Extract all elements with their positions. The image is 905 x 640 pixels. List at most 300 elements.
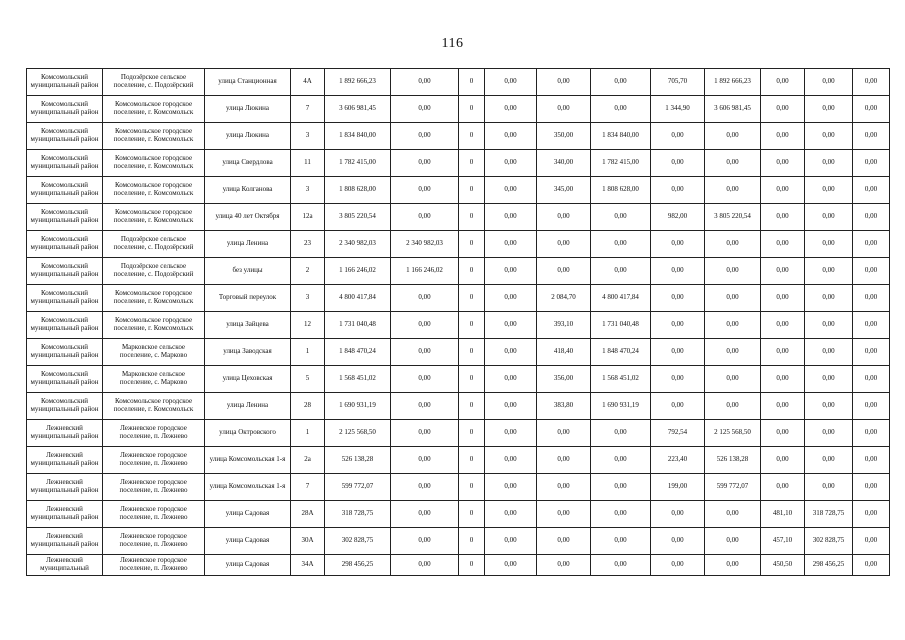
value-cell-c7: 0,00: [705, 150, 761, 177]
value-cell-c6: 0,00: [651, 231, 705, 258]
value-cell-c10: 0,00: [853, 96, 890, 123]
value-cell-c9: 0,00: [805, 366, 853, 393]
value-cell-c10: 0,00: [853, 420, 890, 447]
settlement-cell: Лежневское городское поселение, п. Лежнево: [103, 528, 205, 555]
value-cell-c5: 1 731 040,48: [591, 312, 651, 339]
page-number: 116: [441, 36, 464, 51]
value-cell-c2: 0: [459, 393, 485, 420]
value-cell-c5: 0,00: [591, 69, 651, 96]
total-cost-cell: 302 828,75: [325, 528, 391, 555]
value-cell-c4: 0,00: [537, 501, 591, 528]
value-cell-c8: 0,00: [761, 258, 805, 285]
total-cost-cell: 1 568 451,02: [325, 366, 391, 393]
value-cell-c3: 0,00: [485, 339, 537, 366]
value-cell-c4: 0,00: [537, 447, 591, 474]
street-cell: улица Садовая: [205, 501, 291, 528]
total-cost-cell: 1 690 931,19: [325, 393, 391, 420]
district-cell: Комсомольский муниципальный район: [27, 231, 103, 258]
district-cell: Лежневский муниципальный: [27, 555, 103, 576]
value-cell-c7: 599 772,07: [705, 474, 761, 501]
value-cell-c1: 0,00: [391, 366, 459, 393]
value-cell-c1: 0,00: [391, 420, 459, 447]
value-cell-c2: 0: [459, 177, 485, 204]
total-cost-cell: 318 728,75: [325, 501, 391, 528]
value-cell-c3: 0,00: [485, 312, 537, 339]
value-cell-c10: 0,00: [853, 177, 890, 204]
value-cell-c3: 0,00: [485, 150, 537, 177]
value-cell-c10: 0,00: [853, 528, 890, 555]
total-cost-cell: 1 731 040,48: [325, 312, 391, 339]
value-cell-c4: 350,00: [537, 123, 591, 150]
value-cell-c6: 0,00: [651, 555, 705, 576]
value-cell-c4: 0,00: [537, 528, 591, 555]
value-cell-c4: 383,80: [537, 393, 591, 420]
value-cell-c6: 0,00: [651, 123, 705, 150]
data-table: [26, 68, 890, 576]
value-cell-c6: 223,40: [651, 447, 705, 474]
street-cell: улица Комсомольская 1-я: [205, 474, 291, 501]
value-cell-c3: 0,00: [485, 69, 537, 96]
value-cell-c8: 0,00: [761, 231, 805, 258]
street-cell: улица Люкина: [205, 96, 291, 123]
total-cost-cell: 1 848 470,24: [325, 339, 391, 366]
settlement-cell: Комсомольское городское поселение, г. Комсомольск: [103, 150, 205, 177]
table-row: [27, 231, 890, 258]
total-cost-cell: 298 456,25: [325, 555, 391, 576]
settlement-cell: Марковское сельское поселение, с. Марково: [103, 366, 205, 393]
street-cell: улица Комсомольская 1-я: [205, 447, 291, 474]
value-cell-c3: 0,00: [485, 258, 537, 285]
value-cell-c10: 0,00: [853, 447, 890, 474]
house-number-cell: 12а: [291, 204, 325, 231]
house-number-cell: 23: [291, 231, 325, 258]
district-cell: Комсомольский муниципальный район: [27, 258, 103, 285]
district-cell: Комсомольский муниципальный район: [27, 285, 103, 312]
house-number-cell: 28: [291, 393, 325, 420]
value-cell-c1: 2 340 982,03: [391, 231, 459, 258]
value-cell-c5: 1 834 840,00: [591, 123, 651, 150]
district-cell: Комсомольский муниципальный район: [27, 204, 103, 231]
value-cell-c5: 0,00: [591, 258, 651, 285]
value-cell-c2: 0: [459, 447, 485, 474]
settlement-cell: Комсомольское городское поселение, г. Комсомольск: [103, 123, 205, 150]
value-cell-c2: 0: [459, 366, 485, 393]
value-cell-c6: 0,00: [651, 258, 705, 285]
house-number-cell: 30А: [291, 528, 325, 555]
house-number-cell: 3: [291, 177, 325, 204]
value-cell-c9: 0,00: [805, 204, 853, 231]
table-row: [27, 528, 890, 555]
settlement-cell: Комсомольское городское поселение, г. Комсомольск: [103, 393, 205, 420]
value-cell-c9: 0,00: [805, 177, 853, 204]
table-row: [27, 258, 890, 285]
value-cell-c10: 0,00: [853, 123, 890, 150]
value-cell-c7: 0,00: [705, 312, 761, 339]
value-cell-c3: 0,00: [485, 501, 537, 528]
district-cell: Комсомольский муниципальный район: [27, 96, 103, 123]
settlement-cell: Лежневское городское поселение, п. Лежнево: [103, 501, 205, 528]
total-cost-cell: 1 782 415,00: [325, 150, 391, 177]
value-cell-c2: 0: [459, 528, 485, 555]
district-cell: Лежневский муниципальный район: [27, 528, 103, 555]
value-cell-c7: 0,00: [705, 528, 761, 555]
house-number-cell: 5: [291, 366, 325, 393]
value-cell-c8: 0,00: [761, 123, 805, 150]
value-cell-c8: 0,00: [761, 177, 805, 204]
value-cell-c1: 0,00: [391, 177, 459, 204]
total-cost-cell: 3 606 981,45: [325, 96, 391, 123]
table-row: [27, 123, 890, 150]
value-cell-c7: 1 892 666,23: [705, 69, 761, 96]
table-body: [27, 69, 890, 576]
value-cell-c5: 1 808 628,00: [591, 177, 651, 204]
house-number-cell: 3: [291, 123, 325, 150]
value-cell-c1: 0,00: [391, 69, 459, 96]
value-cell-c9: 302 828,75: [805, 528, 853, 555]
value-cell-c8: 0,00: [761, 150, 805, 177]
house-number-cell: 7: [291, 474, 325, 501]
value-cell-c6: 1 344,90: [651, 96, 705, 123]
value-cell-c7: 0,00: [705, 177, 761, 204]
total-cost-cell: 599 772,07: [325, 474, 391, 501]
district-cell: Комсомольский муниципальный район: [27, 339, 103, 366]
value-cell-c2: 0: [459, 123, 485, 150]
table-row: [27, 447, 890, 474]
total-cost-cell: 1 808 628,00: [325, 177, 391, 204]
value-cell-c9: 0,00: [805, 285, 853, 312]
value-cell-c2: 0: [459, 285, 485, 312]
district-cell: Лежневский муниципальный район: [27, 447, 103, 474]
value-cell-c2: 0: [459, 555, 485, 576]
value-cell-c5: 1 848 470,24: [591, 339, 651, 366]
value-cell-c8: 0,00: [761, 366, 805, 393]
settlement-cell: Комсомольское городское поселение, г. Комсомольск: [103, 204, 205, 231]
value-cell-c8: 0,00: [761, 420, 805, 447]
value-cell-c4: 418,40: [537, 339, 591, 366]
value-cell-c2: 0: [459, 96, 485, 123]
table-row: [27, 501, 890, 528]
value-cell-c9: 0,00: [805, 447, 853, 474]
value-cell-c8: 0,00: [761, 447, 805, 474]
value-cell-c1: 0,00: [391, 285, 459, 312]
street-cell: улица Садовая: [205, 555, 291, 576]
value-cell-c3: 0,00: [485, 231, 537, 258]
value-cell-c4: 2 084,70: [537, 285, 591, 312]
value-cell-c6: 0,00: [651, 366, 705, 393]
district-cell: Лежневский муниципальный район: [27, 474, 103, 501]
value-cell-c9: 0,00: [805, 258, 853, 285]
value-cell-c4: 0,00: [537, 204, 591, 231]
street-cell: улица Садовая: [205, 528, 291, 555]
settlement-cell: Лежневское городское поселение, п. Лежнево: [103, 474, 205, 501]
value-cell-c5: 0,00: [591, 447, 651, 474]
value-cell-c9: 318 728,75: [805, 501, 853, 528]
street-cell: улица Октровского: [205, 420, 291, 447]
value-cell-c1: 0,00: [391, 204, 459, 231]
value-cell-c5: 0,00: [591, 204, 651, 231]
value-cell-c7: 0,00: [705, 285, 761, 312]
house-number-cell: 1: [291, 339, 325, 366]
value-cell-c10: 0,00: [853, 366, 890, 393]
value-cell-c8: 457,10: [761, 528, 805, 555]
settlement-cell: Подозёрское сельское поселение, с. Подозёрский: [103, 258, 205, 285]
value-cell-c1: 0,00: [391, 555, 459, 576]
street-cell: улица Ленина: [205, 231, 291, 258]
value-cell-c8: 0,00: [761, 474, 805, 501]
value-cell-c5: 0,00: [591, 96, 651, 123]
house-number-cell: 34А: [291, 555, 325, 576]
total-cost-cell: 1 166 246,02: [325, 258, 391, 285]
value-cell-c4: 0,00: [537, 474, 591, 501]
street-cell: улица Люкина: [205, 123, 291, 150]
value-cell-c1: 0,00: [391, 339, 459, 366]
value-cell-c7: 0,00: [705, 501, 761, 528]
value-cell-c6: 0,00: [651, 312, 705, 339]
value-cell-c4: 393,10: [537, 312, 591, 339]
value-cell-c7: 2 125 568,50: [705, 420, 761, 447]
street-cell: улица Колганова: [205, 177, 291, 204]
value-cell-c10: 0,00: [853, 231, 890, 258]
value-cell-c6: 792,54: [651, 420, 705, 447]
value-cell-c7: 3 805 220,54: [705, 204, 761, 231]
street-cell: улица Цеховская: [205, 366, 291, 393]
value-cell-c10: 0,00: [853, 258, 890, 285]
value-cell-c4: 340,00: [537, 150, 591, 177]
value-cell-c1: 0,00: [391, 474, 459, 501]
value-cell-c10: 0,00: [853, 204, 890, 231]
value-cell-c9: 0,00: [805, 393, 853, 420]
value-cell-c2: 0: [459, 204, 485, 231]
value-cell-c6: 705,70: [651, 69, 705, 96]
value-cell-c7: 0,00: [705, 123, 761, 150]
value-cell-c4: 0,00: [537, 258, 591, 285]
value-cell-c1: 1 166 246,02: [391, 258, 459, 285]
house-number-cell: 4А: [291, 69, 325, 96]
value-cell-c4: 0,00: [537, 555, 591, 576]
value-cell-c2: 0: [459, 474, 485, 501]
value-cell-c3: 0,00: [485, 393, 537, 420]
value-cell-c3: 0,00: [485, 285, 537, 312]
district-cell: Комсомольский муниципальный район: [27, 69, 103, 96]
value-cell-c6: 199,00: [651, 474, 705, 501]
settlement-cell: Подозёрское сельское поселение, с. Подозёрский: [103, 69, 205, 96]
district-cell: Лежневский муниципальный район: [27, 501, 103, 528]
house-number-cell: 28А: [291, 501, 325, 528]
house-number-cell: 1: [291, 420, 325, 447]
value-cell-c3: 0,00: [485, 204, 537, 231]
value-cell-c10: 0,00: [853, 339, 890, 366]
value-cell-c5: 1 690 931,19: [591, 393, 651, 420]
table-row: [27, 420, 890, 447]
value-cell-c7: 0,00: [705, 366, 761, 393]
settlement-cell: Лежневское городское поселение, п. Лежнево: [103, 420, 205, 447]
district-cell: Комсомольский муниципальный район: [27, 312, 103, 339]
table-row: [27, 177, 890, 204]
value-cell-c6: 0,00: [651, 528, 705, 555]
table-row: [27, 393, 890, 420]
value-cell-c7: 0,00: [705, 339, 761, 366]
value-cell-c7: 3 606 981,45: [705, 96, 761, 123]
value-cell-c5: 0,00: [591, 420, 651, 447]
value-cell-c6: 0,00: [651, 501, 705, 528]
value-cell-c1: 0,00: [391, 312, 459, 339]
total-cost-cell: 526 138,28: [325, 447, 391, 474]
street-cell: улица Свердлова: [205, 150, 291, 177]
value-cell-c2: 0: [459, 258, 485, 285]
street-cell: улица Заводская: [205, 339, 291, 366]
value-cell-c8: 481,10: [761, 501, 805, 528]
value-cell-c3: 0,00: [485, 96, 537, 123]
total-cost-cell: 1 834 840,00: [325, 123, 391, 150]
value-cell-c6: 0,00: [651, 177, 705, 204]
settlement-cell: Комсомольское городское поселение, г. Комсомольск: [103, 312, 205, 339]
value-cell-c5: 1 782 415,00: [591, 150, 651, 177]
table-row: [27, 474, 890, 501]
value-cell-c8: 0,00: [761, 285, 805, 312]
district-cell: Комсомольский муниципальный район: [27, 123, 103, 150]
house-number-cell: 11: [291, 150, 325, 177]
house-number-cell: 7: [291, 96, 325, 123]
value-cell-c4: 0,00: [537, 96, 591, 123]
settlement-cell: Комсомольское городское поселение, г. Комсомольск: [103, 177, 205, 204]
value-cell-c5: 0,00: [591, 555, 651, 576]
value-cell-c4: 356,00: [537, 366, 591, 393]
table-row: [27, 285, 890, 312]
house-number-cell: 12: [291, 312, 325, 339]
value-cell-c3: 0,00: [485, 420, 537, 447]
value-cell-c9: 0,00: [805, 420, 853, 447]
district-cell: Комсомольский муниципальный район: [27, 366, 103, 393]
settlement-cell: Комсомольское городское поселение, г. Комсомольск: [103, 96, 205, 123]
value-cell-c7: 0,00: [705, 258, 761, 285]
table-row: [27, 312, 890, 339]
settlement-cell: Подозёрское сельское поселение, с. Подозёрский: [103, 231, 205, 258]
value-cell-c2: 0: [459, 231, 485, 258]
table-row: [27, 204, 890, 231]
value-cell-c4: 0,00: [537, 231, 591, 258]
value-cell-c5: 0,00: [591, 231, 651, 258]
street-cell: без улицы: [205, 258, 291, 285]
value-cell-c6: 0,00: [651, 393, 705, 420]
value-cell-c6: 0,00: [651, 339, 705, 366]
value-cell-c6: 0,00: [651, 150, 705, 177]
value-cell-c8: 0,00: [761, 339, 805, 366]
value-cell-c1: 0,00: [391, 501, 459, 528]
value-cell-c10: 0,00: [853, 555, 890, 576]
street-cell: улица Станционная: [205, 69, 291, 96]
value-cell-c10: 0,00: [853, 69, 890, 96]
value-cell-c2: 0: [459, 150, 485, 177]
value-cell-c8: 0,00: [761, 69, 805, 96]
value-cell-c6: 982,00: [651, 204, 705, 231]
value-cell-c1: 0,00: [391, 393, 459, 420]
value-cell-c2: 0: [459, 312, 485, 339]
district-cell: Комсомольский муниципальный район: [27, 393, 103, 420]
total-cost-cell: 3 805 220,54: [325, 204, 391, 231]
value-cell-c1: 0,00: [391, 150, 459, 177]
house-number-cell: 2: [291, 258, 325, 285]
total-cost-cell: 2 125 568,50: [325, 420, 391, 447]
total-cost-cell: 1 892 666,23: [325, 69, 391, 96]
value-cell-c1: 0,00: [391, 447, 459, 474]
value-cell-c5: 4 800 417,84: [591, 285, 651, 312]
value-cell-c2: 0: [459, 69, 485, 96]
value-cell-c6: 0,00: [651, 285, 705, 312]
value-cell-c9: 0,00: [805, 339, 853, 366]
district-cell: Лежневский муниципальный район: [27, 420, 103, 447]
value-cell-c3: 0,00: [485, 366, 537, 393]
value-cell-c9: 298 456,25: [805, 555, 853, 576]
table-row: [27, 69, 890, 96]
value-cell-c4: 0,00: [537, 69, 591, 96]
value-cell-c10: 0,00: [853, 393, 890, 420]
value-cell-c2: 0: [459, 501, 485, 528]
value-cell-c10: 0,00: [853, 474, 890, 501]
value-cell-c8: 0,00: [761, 393, 805, 420]
value-cell-c5: 0,00: [591, 501, 651, 528]
value-cell-c9: 0,00: [805, 474, 853, 501]
value-cell-c9: 0,00: [805, 150, 853, 177]
district-cell: Комсомольский муниципальный район: [27, 177, 103, 204]
district-cell: Комсомольский муниципальный район: [27, 150, 103, 177]
value-cell-c3: 0,00: [485, 474, 537, 501]
value-cell-c1: 0,00: [391, 96, 459, 123]
settlement-cell: Лежневское городское поселение, п. Лежнево: [103, 447, 205, 474]
value-cell-c5: 0,00: [591, 474, 651, 501]
value-cell-c7: 0,00: [705, 555, 761, 576]
table-row: [27, 366, 890, 393]
street-cell: улица Ленина: [205, 393, 291, 420]
value-cell-c9: 0,00: [805, 231, 853, 258]
value-cell-c5: 1 568 451,02: [591, 366, 651, 393]
street-cell: улица Зайцева: [205, 312, 291, 339]
value-cell-c4: 345,00: [537, 177, 591, 204]
table-row: [27, 96, 890, 123]
table-row: [27, 150, 890, 177]
value-cell-c10: 0,00: [853, 312, 890, 339]
table-row: [27, 339, 890, 366]
value-cell-c3: 0,00: [485, 528, 537, 555]
value-cell-c7: 0,00: [705, 393, 761, 420]
value-cell-c9: 0,00: [805, 69, 853, 96]
value-cell-c3: 0,00: [485, 123, 537, 150]
value-cell-c7: 526 138,28: [705, 447, 761, 474]
value-cell-c1: 0,00: [391, 123, 459, 150]
value-cell-c7: 0,00: [705, 231, 761, 258]
house-number-cell: 3: [291, 285, 325, 312]
settlement-cell: Комсомольское городское поселение, г. Комсомольск: [103, 285, 205, 312]
total-cost-cell: 2 340 982,03: [325, 231, 391, 258]
value-cell-c8: 0,00: [761, 204, 805, 231]
settlement-cell: Марковское сельское поселение, с. Марково: [103, 339, 205, 366]
value-cell-c2: 0: [459, 339, 485, 366]
value-cell-c5: 0,00: [591, 528, 651, 555]
value-cell-c3: 0,00: [485, 177, 537, 204]
settlement-cell: Лежневское городское поселение, п. Лежнево: [103, 555, 205, 576]
value-cell-c10: 0,00: [853, 150, 890, 177]
value-cell-c3: 0,00: [485, 555, 537, 576]
value-cell-c10: 0,00: [853, 501, 890, 528]
house-number-cell: 2а: [291, 447, 325, 474]
value-cell-c3: 0,00: [485, 447, 537, 474]
street-cell: Торговый переулок: [205, 285, 291, 312]
value-cell-c8: 0,00: [761, 312, 805, 339]
value-cell-c9: 0,00: [805, 96, 853, 123]
table-row: [27, 555, 890, 576]
value-cell-c8: 0,00: [761, 96, 805, 123]
value-cell-c2: 0: [459, 420, 485, 447]
value-cell-c9: 0,00: [805, 123, 853, 150]
